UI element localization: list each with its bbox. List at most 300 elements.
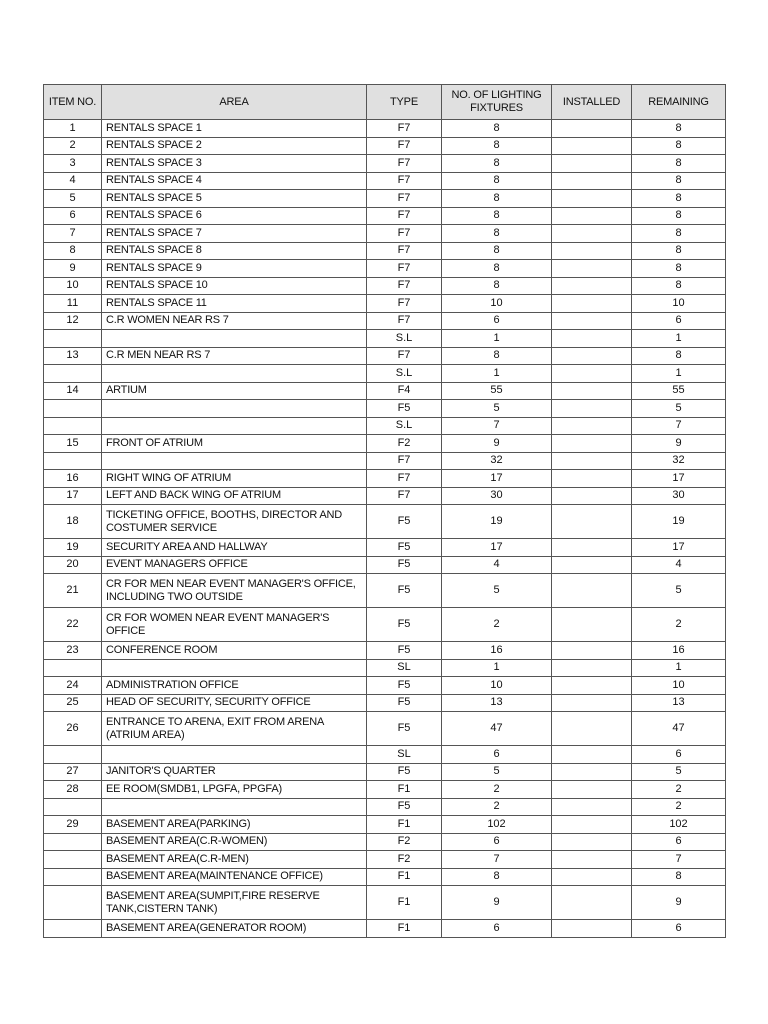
cell-remaining: 5 <box>632 574 726 608</box>
cell-area: RENTALS SPACE 9 <box>102 260 367 278</box>
cell-fixtures: 30 <box>442 487 552 505</box>
cell-remaining: 16 <box>632 642 726 660</box>
table-row <box>44 400 726 418</box>
cell-installed <box>552 312 632 330</box>
cell-area: RENTALS SPACE 5 <box>102 190 367 208</box>
cell-item-no: 23 <box>44 642 102 660</box>
cell-installed <box>552 816 632 834</box>
table-row <box>44 694 726 712</box>
cell-remaining: 1 <box>632 365 726 383</box>
table-row <box>44 712 726 746</box>
table-row <box>44 642 726 660</box>
cell-fixtures: 6 <box>442 312 552 330</box>
cell-remaining: 4 <box>632 556 726 574</box>
table-row <box>44 207 726 225</box>
cell-area: FRONT OF ATRIUM <box>102 435 367 453</box>
header-type: TYPE <box>367 85 442 120</box>
cell-fixtures: 17 <box>442 539 552 557</box>
cell-fixtures: 5 <box>442 763 552 781</box>
table-row <box>44 659 726 677</box>
cell-installed <box>552 642 632 660</box>
cell-item-no <box>44 365 102 383</box>
cell-fixtures: 8 <box>442 120 552 138</box>
cell-installed <box>552 347 632 365</box>
cell-remaining: 19 <box>632 505 726 539</box>
cell-area: RENTALS SPACE 11 <box>102 295 367 313</box>
cell-item-no: 17 <box>44 487 102 505</box>
cell-installed <box>552 155 632 173</box>
cell-type: F5 <box>367 694 442 712</box>
cell-fixtures: 55 <box>442 382 552 400</box>
header-item-no: ITEM NO. <box>44 85 102 120</box>
cell-type: F7 <box>367 452 442 470</box>
cell-item-no: 3 <box>44 155 102 173</box>
cell-remaining: 8 <box>632 172 726 190</box>
cell-fixtures: 9 <box>442 435 552 453</box>
cell-item-no: 4 <box>44 172 102 190</box>
cell-area: BASEMENT AREA(C.R-WOMEN) <box>102 833 367 851</box>
cell-type: F5 <box>367 763 442 781</box>
cell-installed <box>552 833 632 851</box>
cell-area: JANITOR'S QUARTER <box>102 763 367 781</box>
cell-remaining: 1 <box>632 330 726 348</box>
cell-remaining: 17 <box>632 539 726 557</box>
cell-item-no <box>44 452 102 470</box>
cell-remaining: 8 <box>632 277 726 295</box>
table-row <box>44 851 726 869</box>
cell-area: RENTALS SPACE 10 <box>102 277 367 295</box>
cell-area: BASEMENT AREA(C.R-MEN) <box>102 851 367 869</box>
cell-installed <box>552 886 632 920</box>
cell-fixtures: 8 <box>442 347 552 365</box>
cell-installed <box>552 712 632 746</box>
table-row <box>44 574 726 608</box>
header-area: AREA <box>102 85 367 120</box>
cell-remaining: 55 <box>632 382 726 400</box>
cell-type: F7 <box>367 277 442 295</box>
table-row <box>44 556 726 574</box>
cell-remaining: 8 <box>632 137 726 155</box>
cell-type: S.L <box>367 365 442 383</box>
cell-item-no: 10 <box>44 277 102 295</box>
cell-installed <box>552 574 632 608</box>
cell-item-no <box>44 417 102 435</box>
table-row <box>44 312 726 330</box>
header-remaining: REMAINING <box>632 85 726 120</box>
cell-remaining: 2 <box>632 608 726 642</box>
cell-remaining: 6 <box>632 746 726 764</box>
cell-fixtures: 1 <box>442 330 552 348</box>
cell-installed <box>552 207 632 225</box>
cell-remaining: 102 <box>632 816 726 834</box>
cell-item-no: 9 <box>44 260 102 278</box>
table-row <box>44 505 726 539</box>
cell-type: F7 <box>367 242 442 260</box>
cell-fixtures: 6 <box>442 833 552 851</box>
table-row <box>44 920 726 938</box>
cell-area: RENTALS SPACE 8 <box>102 242 367 260</box>
cell-area: BASEMENT AREA(SUMPIT,FIRE RESERVE TANK,CISTERN TANK) <box>102 886 367 920</box>
cell-remaining: 8 <box>632 242 726 260</box>
cell-item-no: 22 <box>44 608 102 642</box>
cell-fixtures: 8 <box>442 155 552 173</box>
cell-fixtures: 2 <box>442 608 552 642</box>
cell-fixtures: 6 <box>442 920 552 938</box>
table-row <box>44 435 726 453</box>
cell-remaining: 5 <box>632 400 726 418</box>
cell-remaining: 7 <box>632 417 726 435</box>
cell-item-no: 29 <box>44 816 102 834</box>
cell-remaining: 30 <box>632 487 726 505</box>
cell-area: CR FOR WOMEN NEAR EVENT MANAGER'S OFFICE <box>102 608 367 642</box>
cell-type: F2 <box>367 435 442 453</box>
cell-type: F7 <box>367 155 442 173</box>
cell-item-no: 15 <box>44 435 102 453</box>
cell-installed <box>552 190 632 208</box>
cell-area: ADMINISTRATION OFFICE <box>102 677 367 695</box>
table-row <box>44 886 726 920</box>
cell-installed <box>552 659 632 677</box>
cell-area: BASEMENT AREA(MAINTENANCE OFFICE) <box>102 868 367 886</box>
header-row <box>44 85 726 120</box>
cell-item-no <box>44 868 102 886</box>
cell-item-no <box>44 746 102 764</box>
cell-fixtures: 8 <box>442 207 552 225</box>
cell-remaining: 32 <box>632 452 726 470</box>
cell-type: F1 <box>367 816 442 834</box>
cell-item-no: 20 <box>44 556 102 574</box>
cell-item-no <box>44 851 102 869</box>
cell-type: F7 <box>367 137 442 155</box>
table-row <box>44 868 726 886</box>
cell-area: RENTALS SPACE 1 <box>102 120 367 138</box>
cell-fixtures: 8 <box>442 172 552 190</box>
cell-type: F5 <box>367 677 442 695</box>
cell-fixtures: 9 <box>442 886 552 920</box>
cell-item-no <box>44 886 102 920</box>
cell-area: EVENT MANAGERS OFFICE <box>102 556 367 574</box>
cell-installed <box>552 365 632 383</box>
cell-fixtures: 13 <box>442 694 552 712</box>
header-fixtures: NO. OF LIGHTING FIXTURES <box>442 85 552 120</box>
cell-area: LEFT AND BACK WING OF ATRIUM <box>102 487 367 505</box>
cell-item-no: 1 <box>44 120 102 138</box>
cell-fixtures: 102 <box>442 816 552 834</box>
cell-fixtures: 10 <box>442 295 552 313</box>
cell-area: CONFERENCE ROOM <box>102 642 367 660</box>
cell-item-no: 14 <box>44 382 102 400</box>
cell-fixtures: 1 <box>442 365 552 383</box>
cell-remaining: 8 <box>632 225 726 243</box>
cell-area: TICKETING OFFICE, BOOTHS, DIRECTOR AND COSTUMER SERVICE <box>102 505 367 539</box>
cell-type: F7 <box>367 120 442 138</box>
table-row <box>44 172 726 190</box>
cell-remaining: 8 <box>632 260 726 278</box>
cell-remaining: 9 <box>632 435 726 453</box>
cell-installed <box>552 781 632 799</box>
cell-installed <box>552 677 632 695</box>
cell-remaining: 8 <box>632 120 726 138</box>
cell-area: CR FOR MEN NEAR EVENT MANAGER'S OFFICE, INCLUDING TWO OUTSIDE <box>102 574 367 608</box>
cell-fixtures: 8 <box>442 277 552 295</box>
cell-remaining: 9 <box>632 886 726 920</box>
table-row <box>44 295 726 313</box>
cell-remaining: 6 <box>632 312 726 330</box>
cell-installed <box>552 556 632 574</box>
cell-installed <box>552 746 632 764</box>
cell-fixtures: 8 <box>442 137 552 155</box>
cell-type: F5 <box>367 574 442 608</box>
cell-remaining: 8 <box>632 868 726 886</box>
cell-area: RIGHT WING OF ATRIUM <box>102 470 367 488</box>
cell-remaining: 10 <box>632 295 726 313</box>
cell-item-no: 8 <box>44 242 102 260</box>
cell-fixtures: 6 <box>442 746 552 764</box>
cell-fixtures: 2 <box>442 781 552 799</box>
cell-area: EE ROOM(SMDB1, LPGFA, PPGFA) <box>102 781 367 799</box>
cell-remaining: 17 <box>632 470 726 488</box>
table-header <box>44 85 726 120</box>
cell-area: HEAD OF SECURITY, SECURITY OFFICE <box>102 694 367 712</box>
cell-installed <box>552 435 632 453</box>
cell-type: F2 <box>367 851 442 869</box>
cell-item-no <box>44 920 102 938</box>
cell-installed <box>552 694 632 712</box>
cell-remaining: 2 <box>632 798 726 816</box>
cell-remaining: 8 <box>632 190 726 208</box>
cell-item-no: 26 <box>44 712 102 746</box>
cell-fixtures: 32 <box>442 452 552 470</box>
cell-type: S.L <box>367 417 442 435</box>
cell-installed <box>552 763 632 781</box>
table-row <box>44 608 726 642</box>
table-row <box>44 225 726 243</box>
cell-remaining: 1 <box>632 659 726 677</box>
cell-fixtures: 5 <box>442 400 552 418</box>
table-row <box>44 781 726 799</box>
cell-area: C.R MEN NEAR RS 7 <box>102 347 367 365</box>
cell-area <box>102 659 367 677</box>
cell-area: BASEMENT AREA(PARKING) <box>102 816 367 834</box>
cell-remaining: 6 <box>632 833 726 851</box>
cell-type: F5 <box>367 642 442 660</box>
cell-type: F5 <box>367 556 442 574</box>
table-row <box>44 677 726 695</box>
cell-type: F7 <box>367 207 442 225</box>
cell-type: F7 <box>367 312 442 330</box>
cell-installed <box>552 137 632 155</box>
cell-area <box>102 798 367 816</box>
cell-area <box>102 365 367 383</box>
cell-installed <box>552 920 632 938</box>
cell-area <box>102 417 367 435</box>
cell-installed <box>552 295 632 313</box>
cell-installed <box>552 539 632 557</box>
table-row <box>44 330 726 348</box>
cell-remaining: 5 <box>632 763 726 781</box>
table-row <box>44 260 726 278</box>
cell-item-no <box>44 798 102 816</box>
cell-fixtures: 5 <box>442 574 552 608</box>
table-row <box>44 539 726 557</box>
cell-item-no <box>44 659 102 677</box>
cell-fixtures: 10 <box>442 677 552 695</box>
cell-installed <box>552 470 632 488</box>
cell-remaining: 2 <box>632 781 726 799</box>
cell-installed <box>552 851 632 869</box>
lighting-fixtures-table <box>43 84 726 938</box>
cell-installed <box>552 868 632 886</box>
cell-remaining: 13 <box>632 694 726 712</box>
cell-area: ARTIUM <box>102 382 367 400</box>
cell-installed <box>552 487 632 505</box>
cell-type: F7 <box>367 260 442 278</box>
cell-fixtures: 7 <box>442 851 552 869</box>
cell-type: SL <box>367 659 442 677</box>
cell-installed <box>552 172 632 190</box>
cell-installed <box>552 120 632 138</box>
cell-installed <box>552 452 632 470</box>
cell-fixtures: 16 <box>442 642 552 660</box>
cell-area: RENTALS SPACE 7 <box>102 225 367 243</box>
cell-item-no <box>44 400 102 418</box>
cell-area: RENTALS SPACE 6 <box>102 207 367 225</box>
cell-fixtures: 19 <box>442 505 552 539</box>
cell-item-no <box>44 330 102 348</box>
cell-fixtures: 17 <box>442 470 552 488</box>
cell-installed <box>552 242 632 260</box>
cell-fixtures: 47 <box>442 712 552 746</box>
cell-fixtures: 8 <box>442 225 552 243</box>
cell-item-no: 2 <box>44 137 102 155</box>
cell-type: F7 <box>367 295 442 313</box>
table-row <box>44 242 726 260</box>
cell-type: F7 <box>367 190 442 208</box>
cell-area: RENTALS SPACE 2 <box>102 137 367 155</box>
cell-fixtures: 8 <box>442 242 552 260</box>
cell-area <box>102 452 367 470</box>
cell-type: F7 <box>367 487 442 505</box>
cell-type: F5 <box>367 539 442 557</box>
cell-item-no <box>44 833 102 851</box>
cell-fixtures: 4 <box>442 556 552 574</box>
cell-installed <box>552 608 632 642</box>
cell-fixtures: 7 <box>442 417 552 435</box>
cell-item-no: 19 <box>44 539 102 557</box>
cell-type: F1 <box>367 920 442 938</box>
table-row <box>44 382 726 400</box>
header-installed: INSTALLED <box>552 85 632 120</box>
cell-installed <box>552 400 632 418</box>
table-row <box>44 833 726 851</box>
cell-area <box>102 330 367 348</box>
cell-fixtures: 2 <box>442 798 552 816</box>
cell-installed <box>552 225 632 243</box>
cell-type: F5 <box>367 798 442 816</box>
cell-item-no: 25 <box>44 694 102 712</box>
cell-area <box>102 746 367 764</box>
cell-area: RENTALS SPACE 3 <box>102 155 367 173</box>
table-row <box>44 155 726 173</box>
cell-type: F7 <box>367 225 442 243</box>
cell-type: F5 <box>367 400 442 418</box>
table-row <box>44 470 726 488</box>
cell-item-no: 28 <box>44 781 102 799</box>
cell-remaining: 8 <box>632 347 726 365</box>
cell-installed <box>552 330 632 348</box>
table-row <box>44 487 726 505</box>
cell-remaining: 8 <box>632 155 726 173</box>
cell-type: F1 <box>367 781 442 799</box>
cell-remaining: 6 <box>632 920 726 938</box>
cell-fixtures: 1 <box>442 659 552 677</box>
cell-fixtures: 8 <box>442 190 552 208</box>
cell-item-no: 18 <box>44 505 102 539</box>
cell-type: F1 <box>367 868 442 886</box>
cell-type: F7 <box>367 470 442 488</box>
cell-remaining: 7 <box>632 851 726 869</box>
cell-area: ENTRANCE TO ARENA, EXIT FROM ARENA (ATRIUM AREA) <box>102 712 367 746</box>
table-row <box>44 816 726 834</box>
cell-installed <box>552 798 632 816</box>
cell-remaining: 10 <box>632 677 726 695</box>
cell-area: BASEMENT AREA(GENERATOR ROOM) <box>102 920 367 938</box>
cell-item-no: 12 <box>44 312 102 330</box>
table-row <box>44 798 726 816</box>
cell-item-no: 6 <box>44 207 102 225</box>
cell-area: RENTALS SPACE 4 <box>102 172 367 190</box>
cell-type: SL <box>367 746 442 764</box>
table-row <box>44 277 726 295</box>
cell-item-no: 24 <box>44 677 102 695</box>
cell-type: F5 <box>367 505 442 539</box>
cell-item-no: 27 <box>44 763 102 781</box>
cell-type: F5 <box>367 712 442 746</box>
cell-type: F7 <box>367 172 442 190</box>
cell-item-no: 11 <box>44 295 102 313</box>
cell-type: S.L <box>367 330 442 348</box>
cell-installed <box>552 260 632 278</box>
table-row <box>44 452 726 470</box>
cell-type: F1 <box>367 886 442 920</box>
cell-installed <box>552 417 632 435</box>
cell-item-no: 16 <box>44 470 102 488</box>
cell-type: F7 <box>367 347 442 365</box>
cell-type: F5 <box>367 608 442 642</box>
cell-remaining: 47 <box>632 712 726 746</box>
table-row <box>44 347 726 365</box>
table-row <box>44 417 726 435</box>
table-row <box>44 190 726 208</box>
cell-item-no: 13 <box>44 347 102 365</box>
cell-area: SECURITY AREA AND HALLWAY <box>102 539 367 557</box>
cell-installed <box>552 382 632 400</box>
cell-fixtures: 8 <box>442 260 552 278</box>
cell-installed <box>552 505 632 539</box>
cell-remaining: 8 <box>632 207 726 225</box>
cell-area <box>102 400 367 418</box>
table-row <box>44 137 726 155</box>
cell-fixtures: 8 <box>442 868 552 886</box>
table-row <box>44 120 726 138</box>
table-row <box>44 746 726 764</box>
cell-item-no: 5 <box>44 190 102 208</box>
table-row <box>44 763 726 781</box>
cell-area: C.R WOMEN NEAR RS 7 <box>102 312 367 330</box>
cell-type: F2 <box>367 833 442 851</box>
cell-installed <box>552 277 632 295</box>
table-body <box>44 120 726 938</box>
